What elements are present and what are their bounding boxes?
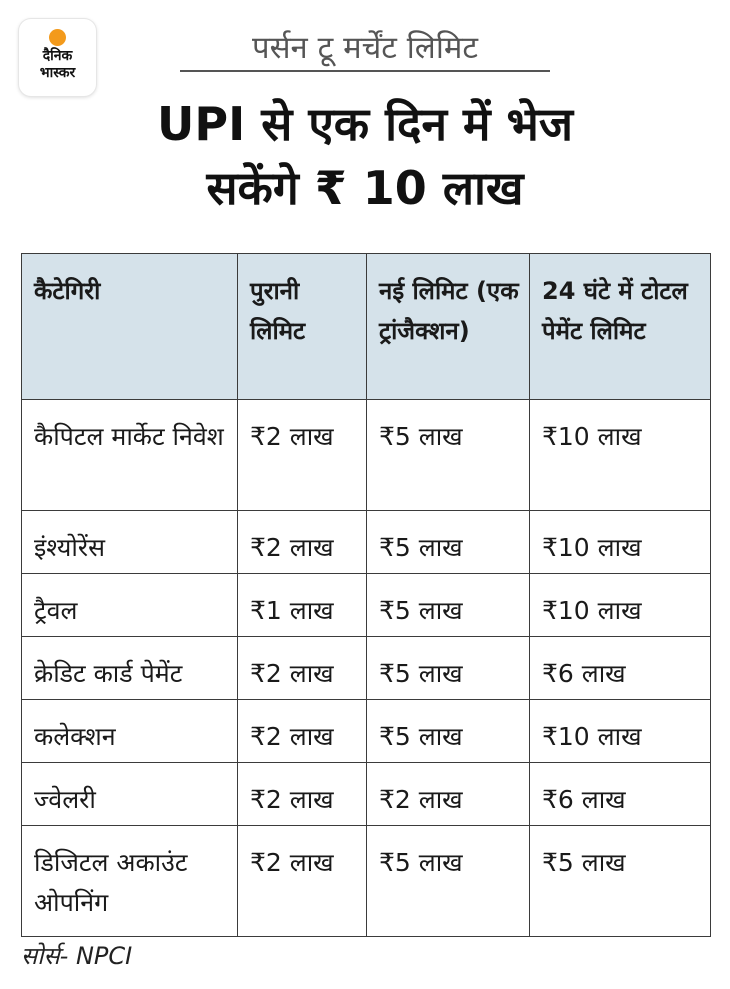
upi-limit-table [21,253,711,937]
headline-line-1: UPI से एक दिन में भेज [157,97,573,151]
table-row [22,700,711,763]
table-row [22,511,711,574]
header-total-limit: 24 घंटे में टोटल पेमेंट लिमिट [530,254,711,400]
row-total-limit: ₹6 लाख [530,637,711,700]
row-total-limit: ₹10 लाख [530,700,711,763]
row-category: क्रेडिट कार्ड पेमेंट [22,637,238,700]
table-row [22,826,711,937]
table-header-row [22,254,711,400]
row-total-limit: ₹5 लाख [530,826,711,937]
row-new-limit: ₹5 लाख [367,400,530,511]
row-new-limit: ₹5 लाख [367,700,530,763]
row-old-limit: ₹1 लाख [238,574,367,637]
row-new-limit: ₹2 लाख [367,763,530,826]
row-old-limit: ₹2 लाख [238,700,367,763]
header-new-limit: नई लिमिट (एक ट्रांजैक्शन) [367,254,530,400]
row-new-limit: ₹5 लाख [367,637,530,700]
logo-word-1: दैनिक [42,48,73,64]
row-category: कलेक्शन [22,700,238,763]
row-new-limit: ₹5 लाख [367,511,530,574]
row-category: इंश्योरेंस [22,511,238,574]
row-total-limit: ₹6 लाख [530,763,711,826]
headline-line-2: सकेंगे ₹ 10 लाख [206,161,524,215]
row-old-limit: ₹2 लाख [238,637,367,700]
subtitle: पर्सन टू मर्चेंट लिमिट [180,28,550,72]
row-category: कैपिटल मार्केट निवेश [22,400,238,511]
source-note: सोर्स- NPCI [21,942,133,970]
row-total-limit: ₹10 लाख [530,400,711,511]
header-category: कैटेगिरी [22,254,238,400]
logo-word-2: भास्कर [39,65,76,81]
row-old-limit: ₹2 लाख [238,763,367,826]
row-category: डिजिटल अकाउंट ओपनिंग [22,826,238,937]
table-row [22,574,711,637]
table-row [22,637,711,700]
row-total-limit: ₹10 लाख [530,574,711,637]
row-category: ट्रैवल [22,574,238,637]
row-category: ज्वेलरी [22,763,238,826]
table-row [22,400,711,511]
row-new-limit: ₹5 लाख [367,574,530,637]
table-row [22,763,711,826]
logo-sun-icon [49,29,66,46]
row-new-limit: ₹5 लाख [367,826,530,937]
row-total-limit: ₹10 लाख [530,511,711,574]
row-old-limit: ₹2 लाख [238,511,367,574]
dainik-bhaskar-logo [19,19,96,96]
headline [0,92,730,220]
header-old-limit: पुरानी लिमिट [238,254,367,400]
row-old-limit: ₹2 लाख [238,400,367,511]
row-old-limit: ₹2 लाख [238,826,367,937]
